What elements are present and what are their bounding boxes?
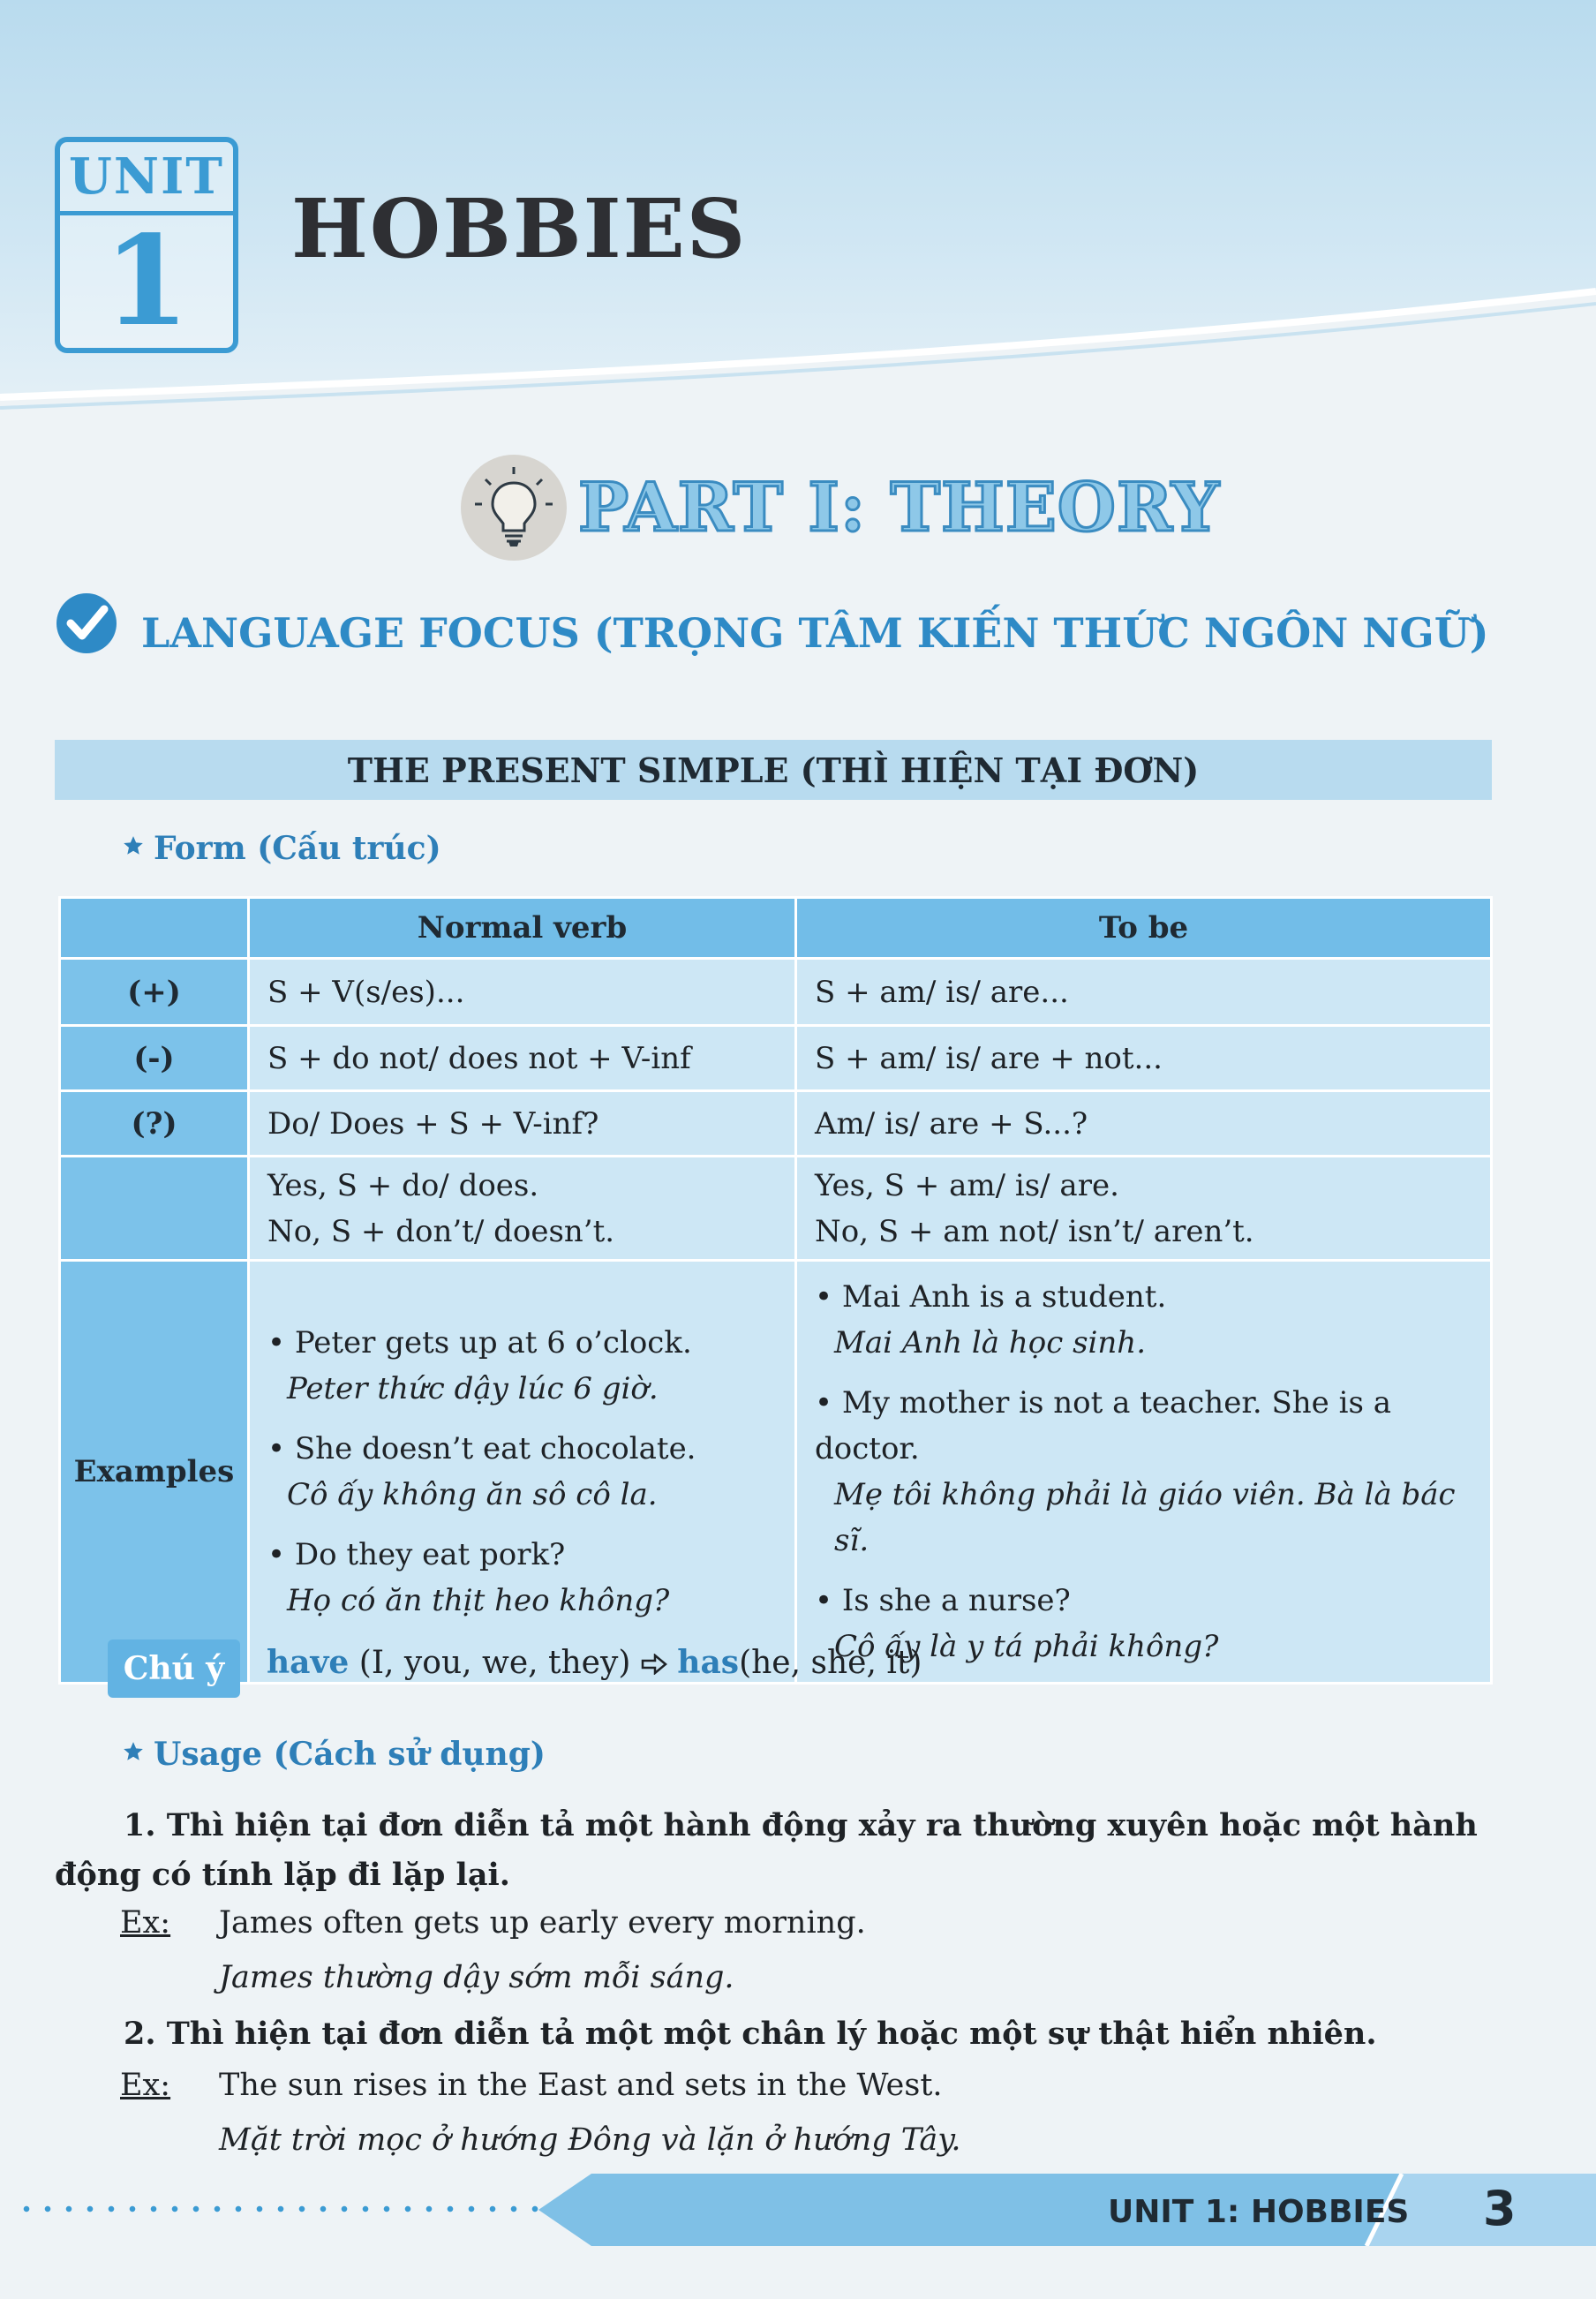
- table-row: [60, 1091, 1492, 1157]
- unit-badge: [55, 137, 238, 353]
- usage-rule-1: 1. Thì hiện tại đơn diễn tả một hành động xảy ra thường xuyên hoặc một hành động có tính lặp đi lặp lại.: [55, 1807, 1478, 1893]
- usage-example-1-english: James often gets up early every morning.: [219, 1905, 866, 1941]
- form-heading: [122, 830, 441, 867]
- example-english: • She doesn’t eat chocolate.: [267, 1426, 777, 1472]
- example-english: • Do they eat pork?: [267, 1532, 777, 1578]
- example-item: [267, 1426, 777, 1518]
- note-line: [267, 1644, 922, 1681]
- example-english: • My mother is not a teacher. She is a doctor.: [815, 1380, 1472, 1472]
- table-header-normal-verb: Normal verb: [249, 898, 796, 959]
- usage-rule-2: 2. Thì hiện tại đơn diễn tả một một chân lý hoặc một sự thật hiển nhiên.: [124, 2016, 1377, 2052]
- example-english: • Peter gets up at 6 o’clock.: [267, 1320, 777, 1366]
- form-table: [58, 896, 1493, 1685]
- note-tag: Chú ý: [108, 1639, 240, 1698]
- language-focus-title: LANGUAGE FOCUS (TRỌNG TÂM KIẾN THỨC NGÔN NGỮ): [141, 609, 1489, 657]
- example-vietnamese: Cô ấy không ăn sô cô la.: [287, 1477, 658, 1512]
- unit-label: UNIT: [69, 147, 224, 206]
- footer-band: [530, 2174, 1596, 2246]
- cell-normal-question: Do/ Does + S + V-inf?: [249, 1091, 796, 1157]
- example-english: • Mai Anh is a student.: [815, 1274, 1472, 1320]
- row-label-question: (?): [60, 1091, 249, 1157]
- example-english: • Is she a nurse?: [815, 1578, 1472, 1624]
- section-title: THE PRESENT SIMPLE (THÌ HIỆN TẠI ĐƠN): [347, 750, 1200, 790]
- unit-title: HOBBIES: [291, 181, 748, 276]
- answer-yes: Yes, S + do/ does.: [267, 1167, 539, 1203]
- example-vietnamese: Mai Anh là học sinh.: [834, 1325, 1147, 1361]
- note-have: have: [267, 1644, 350, 1681]
- usage-example-2-vietnamese: Mặt trời mọc ở hướng Đông và lặn ở hướng Tây.: [219, 2122, 961, 2158]
- cell-normal-positive: S + V(s/es)...: [249, 959, 796, 1026]
- example-label: Ex:: [120, 1905, 171, 1941]
- footer-label: UNIT 1: HOBBIES: [1108, 2194, 1410, 2230]
- usage-heading: [122, 1736, 546, 1773]
- page-number: 3: [1483, 2181, 1517, 2236]
- part-title: PART I: THEORY: [578, 468, 1221, 546]
- note-has-subjects: (he, she, it): [739, 1645, 922, 1681]
- table-row: [60, 1026, 1492, 1091]
- note-have-subjects: (I, you, we, they): [358, 1645, 631, 1681]
- star-icon: [122, 1740, 145, 1763]
- usage-heading-text: Usage (Cách sử dụng): [154, 1736, 546, 1773]
- example-label: Ex:: [120, 2068, 171, 2103]
- footer-dots: [16, 2205, 546, 2212]
- table-header-row: [60, 898, 1492, 959]
- table-header-to-be: To be: [796, 898, 1492, 959]
- example-vietnamese: Mẹ tôi không phải là giáo viên. Bà là bác sĩ.: [834, 1477, 1456, 1558]
- table-row: [60, 1157, 1492, 1261]
- example-vietnamese: Peter thức dậy lúc 6 giờ.: [287, 1371, 659, 1406]
- cell-normal-answers: [249, 1157, 796, 1261]
- example-item: [267, 1320, 777, 1412]
- cell-tobe-question: Am/ is/ are + S...?: [796, 1091, 1492, 1157]
- unit-number: 1: [103, 209, 190, 354]
- form-heading-text: Form (Cấu trúc): [154, 830, 441, 867]
- example-item: [815, 1380, 1472, 1564]
- arrow-right-icon: [641, 1654, 667, 1675]
- header-wave: [0, 265, 1596, 441]
- answer-yes: Yes, S + am/ is/ are.: [815, 1167, 1119, 1203]
- lightbulb-icon: [461, 455, 567, 561]
- example-vietnamese: Họ có ăn thịt heo không?: [287, 1583, 670, 1618]
- cell-tobe-examples: [796, 1261, 1492, 1684]
- row-label-examples: Examples: [60, 1261, 249, 1684]
- example-item: [267, 1532, 777, 1624]
- cell-tobe-answers: [796, 1157, 1492, 1261]
- cell-tobe-negative: S + am/ is/ are + not...: [796, 1026, 1492, 1091]
- answer-no: No, S + don’t/ doesn’t.: [267, 1213, 615, 1249]
- note-has: has: [677, 1644, 740, 1681]
- check-icon: [53, 590, 120, 657]
- usage-example-2-english: The sun rises in the East and sets in the West.: [219, 2068, 943, 2103]
- usage-example-1-vietnamese: James thường dậy sớm mỗi sáng.: [219, 1960, 734, 1995]
- cell-normal-examples: [249, 1261, 796, 1684]
- row-label-positive: (+): [60, 959, 249, 1026]
- star-icon: [122, 834, 145, 857]
- table-row: [60, 959, 1492, 1026]
- section-title-bar: [55, 740, 1492, 800]
- example-item: [815, 1274, 1472, 1366]
- row-label-negative: (-): [60, 1026, 249, 1091]
- example-vietnamese: Cô ấy là y tá phải không?: [834, 1629, 1219, 1664]
- cell-normal-negative: S + do not/ does not + V-inf: [249, 1026, 796, 1091]
- row-label-answers: [60, 1157, 249, 1261]
- table-header-empty: [60, 898, 249, 959]
- answer-no: No, S + am not/ isn’t/ aren’t.: [815, 1213, 1254, 1249]
- table-row: [60, 1261, 1492, 1684]
- cell-tobe-positive: S + am/ is/ are...: [796, 959, 1492, 1026]
